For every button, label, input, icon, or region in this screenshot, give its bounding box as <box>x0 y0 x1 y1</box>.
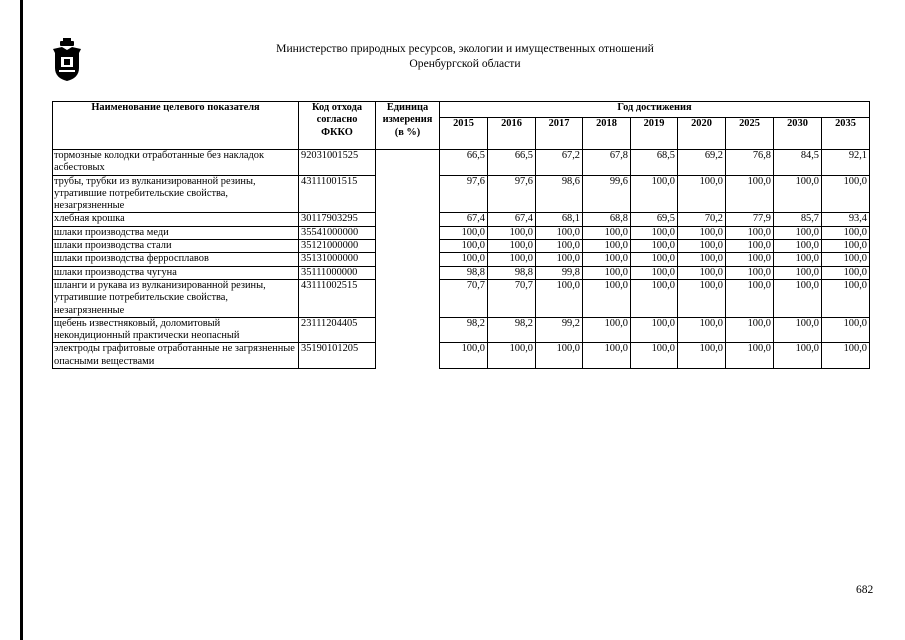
value-cell: 98,2 <box>440 317 488 343</box>
value-cell: 100,0 <box>822 240 870 253</box>
unit-cell <box>376 317 440 343</box>
value-cell: 98,2 <box>488 317 536 343</box>
value-cell: 100,0 <box>678 343 726 369</box>
indicator-name-cell: электроды графитовые отработанные не загрязненные опасными веществами <box>53 343 299 369</box>
value-cell: 100,0 <box>678 279 726 317</box>
waste-code-cell: 23111204405 <box>299 317 376 343</box>
value-cell: 100,0 <box>774 317 822 343</box>
value-cell: 98,8 <box>488 266 536 279</box>
value-cell: 77,9 <box>726 213 774 226</box>
scan-left-edge <box>20 0 23 640</box>
value-cell: 76,8 <box>726 150 774 176</box>
unit-cell <box>376 253 440 266</box>
value-cell: 67,4 <box>488 213 536 226</box>
value-cell: 84,5 <box>774 150 822 176</box>
table-row <box>53 253 870 266</box>
value-cell: 100,0 <box>536 240 583 253</box>
value-cell: 100,0 <box>822 266 870 279</box>
unit-cell <box>376 226 440 239</box>
value-cell: 100,0 <box>583 226 631 239</box>
value-cell: 100,0 <box>583 343 631 369</box>
value-cell: 97,6 <box>488 175 536 213</box>
value-cell: 100,0 <box>726 175 774 213</box>
value-cell: 69,5 <box>631 213 678 226</box>
value-cell: 100,0 <box>631 279 678 317</box>
table-row <box>53 175 870 213</box>
value-cell: 100,0 <box>631 240 678 253</box>
table-row <box>53 279 870 317</box>
value-cell: 70,7 <box>488 279 536 317</box>
value-cell: 66,5 <box>440 150 488 176</box>
year-header: 2020 <box>678 118 726 150</box>
coat-of-arms-icon <box>52 38 82 82</box>
year-header: 2016 <box>488 118 536 150</box>
document-header <box>220 41 710 71</box>
value-cell: 99,6 <box>583 175 631 213</box>
value-cell: 100,0 <box>631 226 678 239</box>
waste-code-cell: 30117903295 <box>299 213 376 226</box>
value-cell: 100,0 <box>631 266 678 279</box>
table-row <box>53 317 870 343</box>
table-row <box>53 240 870 253</box>
year-header: 2018 <box>583 118 631 150</box>
value-cell: 99,2 <box>536 317 583 343</box>
waste-code-cell: 35121000000 <box>299 240 376 253</box>
value-cell: 69,2 <box>678 150 726 176</box>
unit-cell <box>376 343 440 369</box>
value-cell: 100,0 <box>536 253 583 266</box>
value-cell: 100,0 <box>583 253 631 266</box>
value-cell: 100,0 <box>774 226 822 239</box>
value-cell: 100,0 <box>774 175 822 213</box>
value-cell: 70,2 <box>678 213 726 226</box>
indicator-name-cell: хлебная крошка <box>53 213 299 226</box>
value-cell: 100,0 <box>678 266 726 279</box>
value-cell: 100,0 <box>822 279 870 317</box>
value-cell: 100,0 <box>631 343 678 369</box>
value-cell: 100,0 <box>726 266 774 279</box>
waste-code-cell: 35131000000 <box>299 253 376 266</box>
indicator-name-cell: шлаки производства чугуна <box>53 266 299 279</box>
waste-code-cell: 43111001515 <box>299 175 376 213</box>
value-cell: 100,0 <box>536 343 583 369</box>
value-cell: 100,0 <box>774 343 822 369</box>
value-cell: 100,0 <box>488 343 536 369</box>
indicator-name-cell: шлаки производства меди <box>53 226 299 239</box>
indicator-name-cell: шлаки производства ферросплавов <box>53 253 299 266</box>
unit-cell <box>376 240 440 253</box>
value-cell: 100,0 <box>631 253 678 266</box>
value-cell: 99,8 <box>536 266 583 279</box>
value-cell: 100,0 <box>631 175 678 213</box>
value-cell: 100,0 <box>774 266 822 279</box>
value-cell: 68,1 <box>536 213 583 226</box>
value-cell: 100,0 <box>440 226 488 239</box>
value-cell: 92,1 <box>822 150 870 176</box>
value-cell: 100,0 <box>822 317 870 343</box>
value-cell: 100,0 <box>726 226 774 239</box>
value-cell: 100,0 <box>726 240 774 253</box>
header-region-line: Оренбургской области <box>409 57 521 70</box>
value-cell: 67,2 <box>536 150 583 176</box>
indicator-name-cell: щебень известняковый, доломитовый некондиционный практически неопасный <box>53 317 299 343</box>
value-cell: 67,4 <box>440 213 488 226</box>
value-cell: 100,0 <box>440 343 488 369</box>
value-cell: 100,0 <box>583 240 631 253</box>
waste-code-cell: 43111002515 <box>299 279 376 317</box>
header-waste-code: Код отхода согласно ФККО <box>299 102 376 150</box>
waste-code-cell: 35111000000 <box>299 266 376 279</box>
table-row <box>53 226 870 239</box>
year-header: 2019 <box>631 118 678 150</box>
value-cell: 100,0 <box>822 175 870 213</box>
value-cell: 100,0 <box>726 279 774 317</box>
value-cell: 100,0 <box>488 240 536 253</box>
value-cell: 100,0 <box>488 226 536 239</box>
value-cell: 93,4 <box>822 213 870 226</box>
value-cell: 100,0 <box>440 253 488 266</box>
value-cell: 100,0 <box>678 317 726 343</box>
value-cell: 100,0 <box>488 253 536 266</box>
value-cell: 70,7 <box>440 279 488 317</box>
value-cell: 100,0 <box>678 253 726 266</box>
value-cell: 100,0 <box>822 253 870 266</box>
value-cell: 67,8 <box>583 150 631 176</box>
year-header: 2030 <box>774 118 822 150</box>
value-cell: 100,0 <box>822 226 870 239</box>
value-cell: 100,0 <box>678 240 726 253</box>
indicator-name-cell: тормозные колодки отработанные без накладок асбестовых <box>53 150 299 176</box>
value-cell: 68,5 <box>631 150 678 176</box>
unit-cell <box>376 175 440 213</box>
indicator-name-cell: шлаки производства стали <box>53 240 299 253</box>
value-cell: 85,7 <box>774 213 822 226</box>
header-unit: Единица измерения (в %) <box>376 102 440 150</box>
table-body <box>53 150 870 369</box>
value-cell: 97,6 <box>440 175 488 213</box>
waste-code-cell: 35190101205 <box>299 343 376 369</box>
indicator-name-cell: трубы, трубки из вулканизированной резины, утратившие потребительские свойства, незагрязненные <box>53 175 299 213</box>
value-cell: 100,0 <box>583 266 631 279</box>
waste-code-cell: 35541000000 <box>299 226 376 239</box>
unit-cell <box>376 150 440 176</box>
value-cell: 100,0 <box>583 279 631 317</box>
page-number: 682 <box>856 584 874 596</box>
value-cell: 100,0 <box>774 253 822 266</box>
unit-cell <box>376 213 440 226</box>
unit-cell <box>376 266 440 279</box>
table-row <box>53 150 870 176</box>
year-header: 2017 <box>536 118 583 150</box>
value-cell: 100,0 <box>631 317 678 343</box>
value-cell: 100,0 <box>440 240 488 253</box>
header-ministry-line: Министерство природных ресурсов, экологии и имущественных отношений <box>276 42 654 55</box>
value-cell: 100,0 <box>726 253 774 266</box>
value-cell: 66,5 <box>488 150 536 176</box>
value-cell: 100,0 <box>774 240 822 253</box>
value-cell: 98,6 <box>536 175 583 213</box>
year-header: 2035 <box>822 118 870 150</box>
value-cell: 98,8 <box>440 266 488 279</box>
table-row <box>53 343 870 369</box>
value-cell: 100,0 <box>536 279 583 317</box>
indicator-name-cell: шланги и рукава из вулканизированной резины, утратившие потребительские свойства, незагрязненные <box>53 279 299 317</box>
value-cell: 100,0 <box>774 279 822 317</box>
table-row <box>53 266 870 279</box>
target-indicators-table <box>52 101 870 369</box>
header-indicator-name: Наименование целевого показателя <box>53 102 299 150</box>
header-target-year: Год достижения <box>440 102 870 118</box>
value-cell: 100,0 <box>726 343 774 369</box>
table-row <box>53 213 870 226</box>
value-cell: 100,0 <box>536 226 583 239</box>
year-header: 2025 <box>726 118 774 150</box>
waste-code-cell: 92031001525 <box>299 150 376 176</box>
value-cell: 100,0 <box>822 343 870 369</box>
year-header: 2015 <box>440 118 488 150</box>
value-cell: 100,0 <box>583 317 631 343</box>
value-cell: 100,0 <box>678 175 726 213</box>
value-cell: 68,8 <box>583 213 631 226</box>
value-cell: 100,0 <box>726 317 774 343</box>
value-cell: 100,0 <box>678 226 726 239</box>
unit-cell <box>376 279 440 317</box>
